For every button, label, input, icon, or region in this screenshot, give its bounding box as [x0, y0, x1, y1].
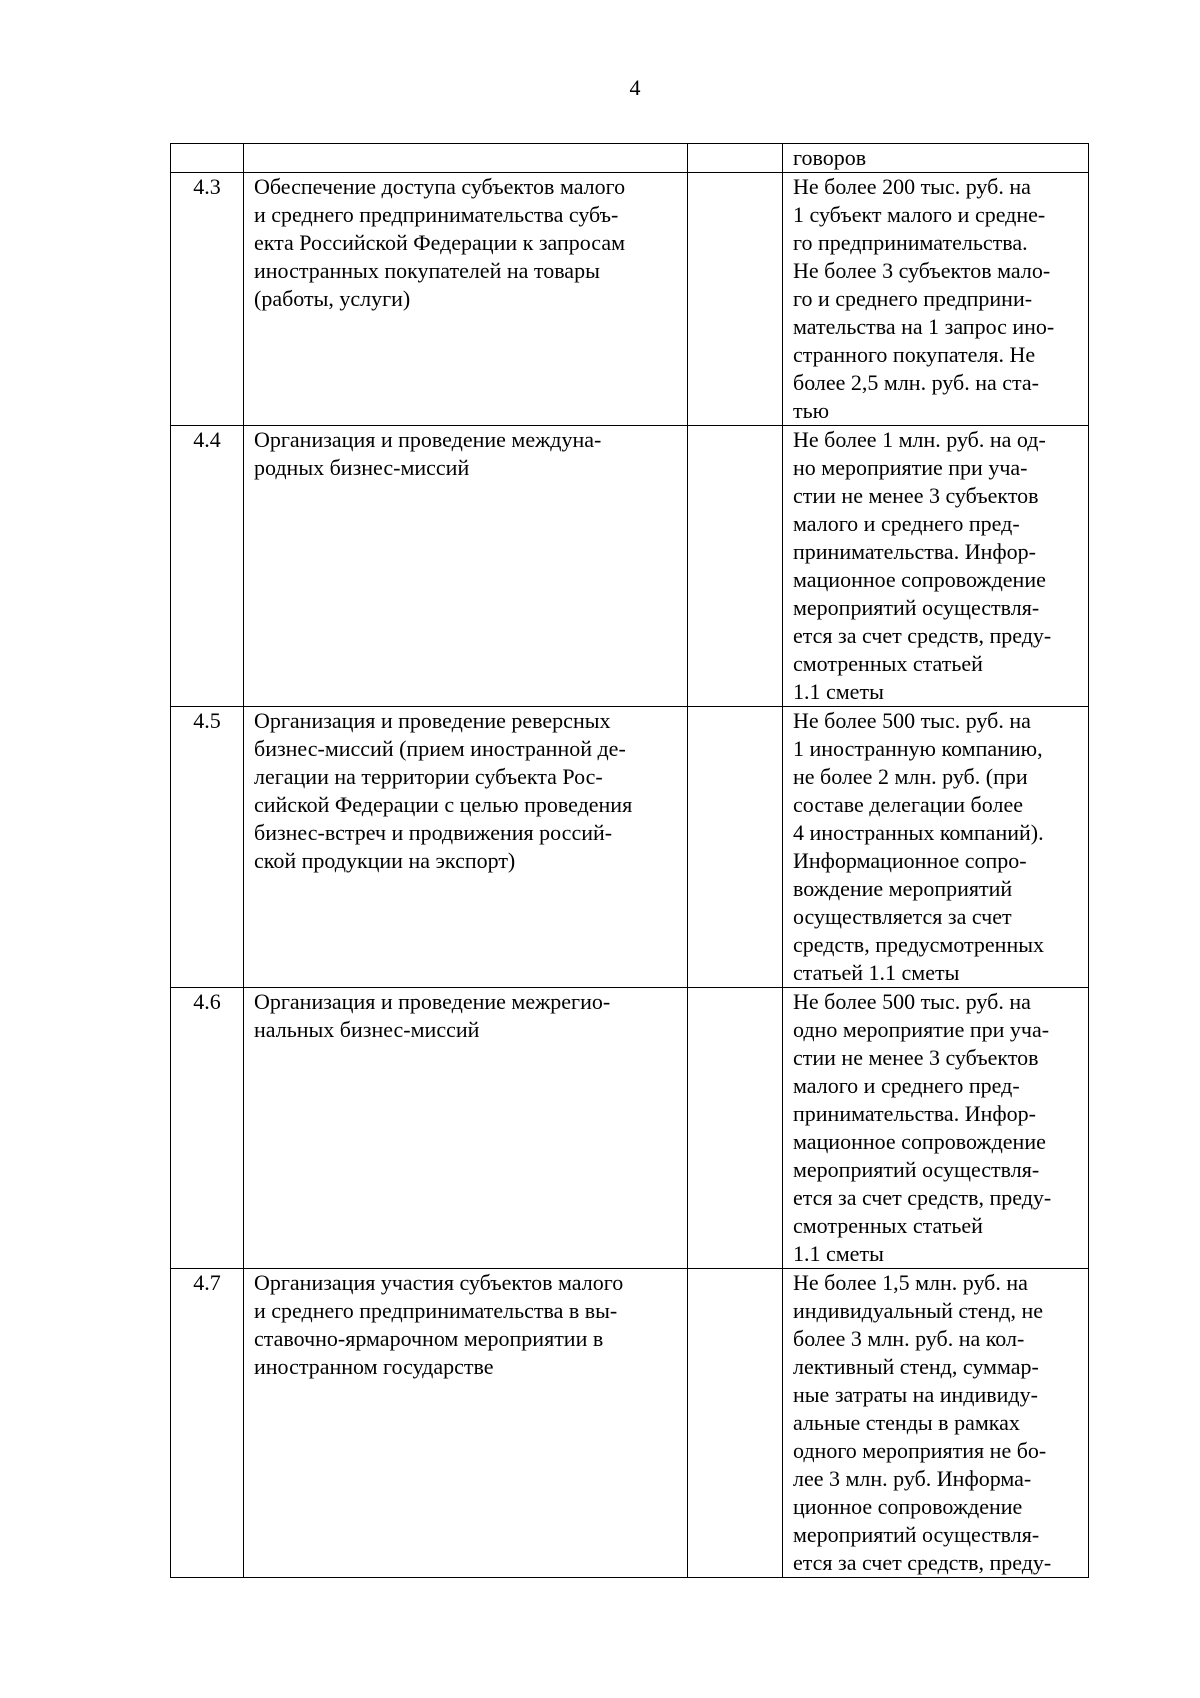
cell-empty: [688, 426, 783, 707]
cell-condition: Не более 1 млн. руб. на од- но мероприятие при уча- стии не менее 3 субъектов малого и среднего пред- принимательства. Инфор- мационное сопровождение мероприятий осуществля- ется за счет средств, преду- смотренных статьей 1.1 сметы: [783, 426, 1089, 707]
cell-condition: Не более 1,5 млн. руб. на индивидуальный стенд, не более 3 млн. руб. на кол- лективный стенд, суммар- ные затраты на индивиду- альные стенды в рамках одного мероприятия не бо- лее 3 млн. руб. Информа- ционное сопровождение мероприятий осуществля- ется за счет средств, преду-: [783, 1269, 1089, 1578]
cell-measure-name: Организация участия субъектов малого и среднего предпринимательства в вы- ставочно-ярмарочном мероприятии в иностранном государстве: [244, 1269, 688, 1578]
table-row: [171, 173, 1089, 426]
table-row: [171, 707, 1089, 988]
table-row-continuation: [171, 144, 1089, 173]
cell-empty: [688, 707, 783, 988]
cell-condition: говоров: [783, 144, 1089, 173]
cell-empty: [688, 144, 783, 173]
cell-measure-name: [244, 144, 688, 173]
table-row: [171, 1269, 1089, 1578]
cell-number: 4.7: [171, 1269, 244, 1578]
cell-empty: [688, 1269, 783, 1578]
cell-number: 4.5: [171, 707, 244, 988]
cell-empty: [688, 173, 783, 426]
cell-condition: Не более 500 тыс. руб. на 1 иностранную компанию, не более 2 млн. руб. (при составе делегации более 4 иностранных компаний). Информационное сопро- вождение мероприятий осуществляется за счет средств, предусмотренных статьей 1.1 сметы: [783, 707, 1089, 988]
page-number: 4: [629, 75, 641, 100]
cell-number: 4.4: [171, 426, 244, 707]
cell-measure-name: Обеспечение доступа субъектов малого и среднего предпринимательства субъ- екта Российской Федерации к запросам иностранных покупателей на товары (работы, услуги): [244, 173, 688, 426]
cell-measure-name: Организация и проведение межрегио- нальных бизнес-миссий: [244, 988, 688, 1269]
cell-number: [171, 144, 244, 173]
cell-measure-name: Организация и проведение междуна- родных бизнес-миссий: [244, 426, 688, 707]
cell-measure-name: Организация и проведение реверсных бизнес-миссий (прием иностранной де- легации на территории субъекта Рос- сийской Федерации с целью проведения бизнес-встреч и продвижения россий- ской продукции на экспорт): [244, 707, 688, 988]
cell-empty: [688, 988, 783, 1269]
cell-number: 4.6: [171, 988, 244, 1269]
cell-condition: Не более 200 тыс. руб. на 1 субъект малого и средне- го предпринимательства. Не более 3 субъектов мало- го и среднего предприни- мательства на 1 запрос ино- странного покупателя. Не более 2,5 млн. руб. на ста- тью: [783, 173, 1089, 426]
table-row: [171, 426, 1089, 707]
cell-condition: Не более 500 тыс. руб. на одно мероприятие при уча- стии не менее 3 субъектов малого и среднего пред- принимательства. Инфор- мационное сопровождение мероприятий осуществля- ется за счет средств, преду- смотренных статьей 1.1 сметы: [783, 988, 1089, 1269]
measures-table: [170, 143, 1089, 1578]
table-row: [171, 988, 1089, 1269]
cell-number: 4.3: [171, 173, 244, 426]
